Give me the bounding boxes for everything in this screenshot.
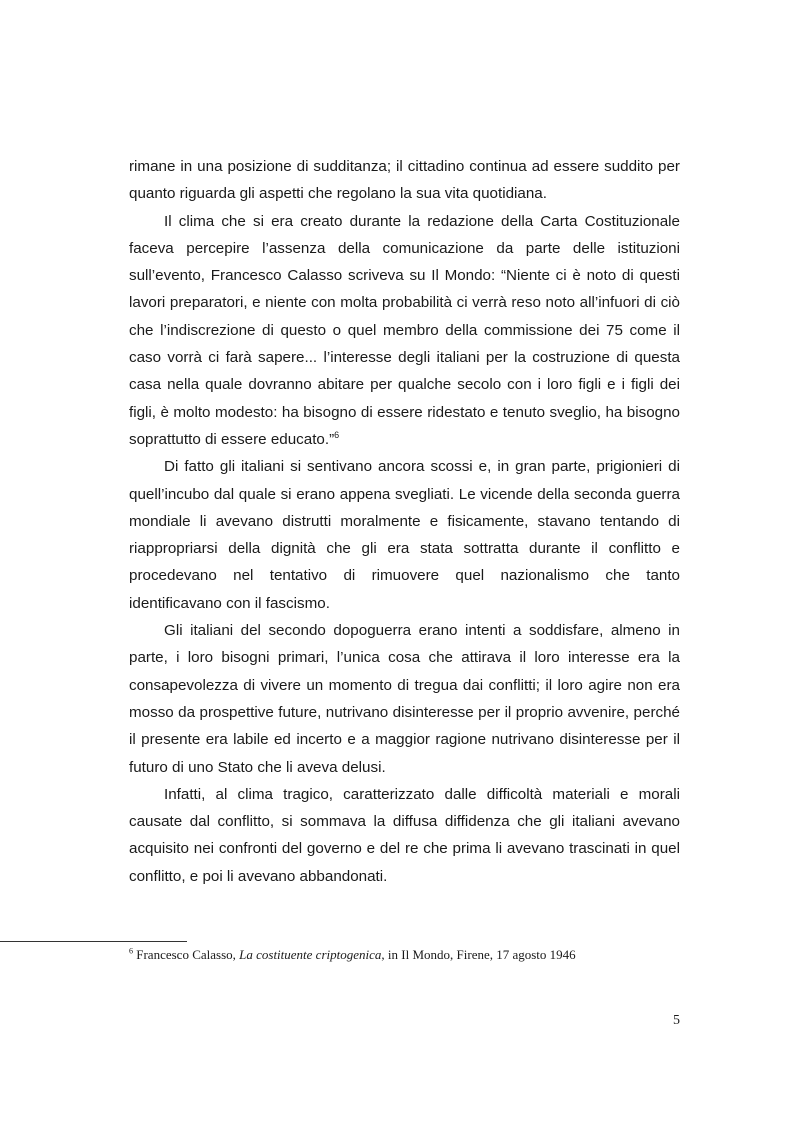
paragraph-5 bbox=[129, 781, 680, 890]
paragraph-1 bbox=[129, 153, 680, 208]
footnote-separator bbox=[0, 941, 187, 942]
footnote-author: Francesco Calasso, bbox=[136, 947, 240, 962]
footnote-number: 6 bbox=[129, 946, 133, 956]
page-number: 5 bbox=[673, 1013, 680, 1028]
paragraph-2-text: Il clima che si era creato durante la redazione della Carta Costituzionale faceva percepire l’assenza della comunicazione da parte delle istituzioni sull’evento, Francesco Calasso scriveva su Il Mondo: “Niente ci è noto di questi lavori preparatori, e niente con molta probabilità ci verrà reso noto all’infuori di ciò che l’indiscrezione di questo o quel membro della commissione dei 75 come il caso vorrà ci farà sapere... l’interesse degli italiani per la costruzione di questa casa nella quale dovranno abitare per qualche secolo con i loro figli e i figli dei figli, è molto modesto: ha bisogno di essere ridestato e tenuto sveglio, ha bisogno soprattutto di essere educato.” bbox=[129, 212, 680, 448]
footnote-source: , in Il Mondo, Firene, 17 agosto 1946 bbox=[381, 947, 576, 962]
paragraph-3 bbox=[129, 453, 680, 617]
paragraph-1-text: rimane in una posizione di sudditanza; il cittadino continua ad essere suddito per quanto riguarda gli aspetti che regolano la sua vita quotidiana. bbox=[129, 158, 680, 203]
paragraph-2 bbox=[129, 208, 680, 454]
paragraph-3-text: Di fatto gli italiani si sentivano ancora scossi e, in gran parte, prigionieri di quell’incubo dal quale si erano appena svegliati. Le vicende della seconda guerra mondiale li avevano distrutti moralmente e fisicamente, stavano tentando di riappropriarsi della dignità che gli era stata sottratta durante il conflitto e procedevano nel tentativo di rimuovere quel nazionalismo che tanto identificavano con il fascismo. bbox=[129, 458, 680, 612]
footnote bbox=[129, 946, 689, 964]
paragraph-5-text: Infatti, al clima tragico, caratterizzato dalle difficoltà materiali e morali causate dal conflitto, si sommava la diffusa diffidenza che gli italiani avevano acquisito nei confronti del governo e del re che prima li avevano trascinati in quel conflitto, e poi li avevano abbandonati. bbox=[129, 785, 680, 885]
paragraph-4 bbox=[129, 617, 680, 781]
footnote-reference[interactable]: 6 bbox=[334, 429, 340, 440]
footnote-title: La costituente criptogenica bbox=[239, 947, 382, 962]
body-text bbox=[129, 153, 680, 890]
paragraph-4-text: Gli italiani del secondo dopoguerra erano intenti a soddisfare, almeno in parte, i loro bisogni primari, l’unica cosa che attirava il loro interesse era la consapevolezza di vivere un momento di tregua dai conflitti; il loro agire non era mosso da prospettive future, nutrivano disinteresse per il proprio avvenire, perché il presente era labile ed incerto e a maggior ragione nutrivano disinteresse per il futuro di uno Stato che li aveva delusi. bbox=[129, 622, 680, 776]
